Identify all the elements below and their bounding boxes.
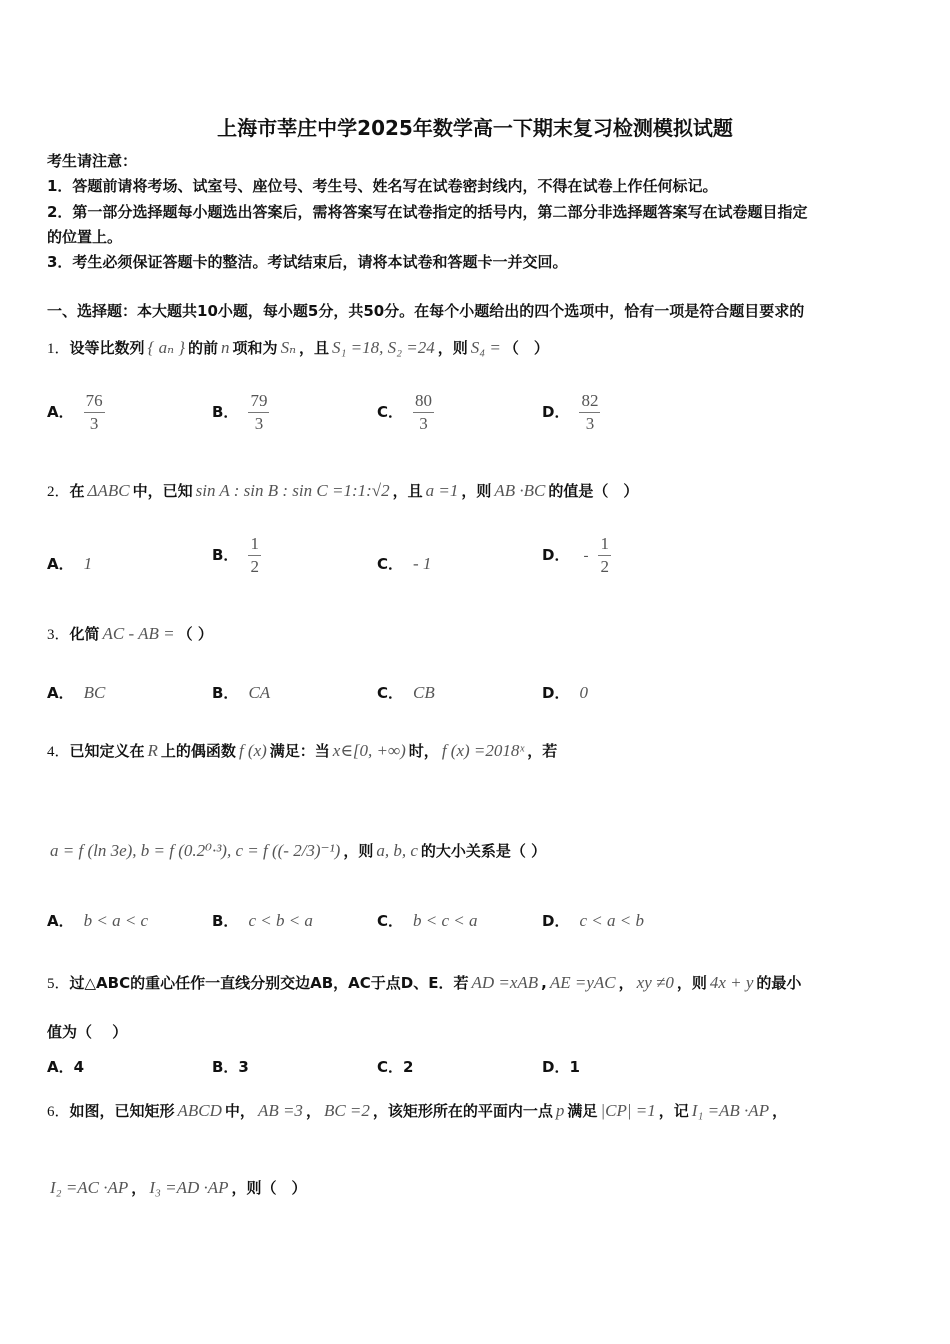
option-C[interactable] [377,553,431,574]
math-expression: ΔABC [87,481,130,500]
fraction-denominator: 3 [419,414,428,433]
question-text: 1． [47,341,70,357]
fraction-denominator: 3 [585,414,595,433]
option-D[interactable] [542,390,600,435]
question-text: ，该矩形所在的平面内一点 [372,1102,553,1120]
option-A[interactable] [47,390,105,435]
option-B[interactable] [212,1056,249,1077]
question-4-line [47,740,557,763]
option-value: 1 [83,554,93,573]
fraction-numerator: 1 [598,533,611,556]
option-label: C． [377,555,404,573]
option-A[interactable] [47,1056,84,1077]
fraction-numerator: 76 [84,390,105,413]
math-expression: I₃ =AD ·AP [149,1178,229,1197]
fraction [248,533,261,578]
option-value: b < a < c [83,911,149,930]
math-expression: I₂ =AC ·AP [50,1178,129,1197]
question-text: ，则 [676,974,707,992]
fraction-denominator: 3 [89,414,99,433]
fraction [84,390,105,435]
question-text: 化简 [69,625,100,643]
question-text: 满足 [567,1102,598,1120]
option-label: C．2 [377,1058,414,1076]
question-text: ，且 [392,482,423,500]
question-text: 中，已知 [132,482,193,500]
option-value: c < b < a [248,911,313,930]
math-expression: f (x) =2018ˣ [441,741,525,760]
question-2-line [47,480,638,503]
option-label: D． [542,684,570,702]
option-B[interactable] [212,910,313,931]
math-expression: a, b, c [376,841,418,860]
option-label: D． [542,403,570,421]
question-text: 中， [224,1102,255,1120]
option-sign: - [583,548,589,564]
option-B[interactable] [212,533,261,578]
fraction-numerator: 82 [579,390,600,413]
option-label: B．3 [212,1058,249,1076]
math-expression: S₁ =18, S₂ =24 [331,338,435,357]
question-text: ，则 [343,842,374,860]
question-text: 在 [69,482,85,500]
notice-item: 1．答题前请将考场、试室号、座位号、考生号、姓名写在试卷密封线内，不得在试卷上作任何标记。 [47,177,718,195]
math-expression: I₁ =AB ·AP [691,1101,770,1120]
question-text: ， [305,1102,321,1120]
question-text: 2． [47,484,70,500]
question-6-line [47,1100,787,1123]
fraction [579,390,600,435]
fraction [598,533,611,578]
option-label: A．4 [47,1058,85,1076]
option-label: B． [212,684,239,702]
option-label: C． [377,684,404,702]
math-expression: a = f (ln 3e), b = f (0.2⁰·³), c = f ((- 2/3)⁻¹) [50,841,341,860]
math-expression: a =1 [425,481,459,500]
option-label: D． [542,912,570,930]
question-5-line [47,972,801,995]
math-expression: ABCD [177,1101,222,1120]
option-label: B． [212,912,239,930]
math-expression: n [221,338,230,357]
fraction [413,390,434,435]
math-expression: AB ·BC [494,481,546,500]
question-text: ，则 [461,482,492,500]
option-value: CA [248,683,271,702]
math-expression: BC =2 [323,1101,370,1120]
math-expression: AD =xAB [471,973,539,992]
option-value: BC [83,683,106,702]
math-expression: 4x + y [709,973,754,992]
question-text: 过△ABC的重心任作一直线分别交边AB，AC于点D、E．若 [69,974,469,992]
question-text: 上的偶函数 [160,742,236,760]
option-label: C． [377,403,404,421]
question-text: 的值是（ ） [548,482,639,500]
math-expression: f (x) [238,741,267,760]
fraction [248,390,269,435]
notice-header: 考生请注意： [47,152,138,170]
option-value: CB [413,683,435,702]
question-text: ，若 [527,742,558,760]
math-expression: sin A : sin B : sin C =1:1:√2 [195,481,390,500]
question-text: ，则 [437,339,468,357]
question-3-line [47,623,213,646]
option-C[interactable] [377,1056,413,1077]
math-expression: p [555,1101,565,1120]
math-expression: Sₙ [280,338,296,357]
option-D[interactable] [542,533,611,578]
question-text: 5． [47,976,70,992]
option-B[interactable] [212,390,269,435]
option-C[interactable] [377,910,478,931]
question-text: 3． [47,627,70,643]
option-value: b < c < a [413,911,478,930]
question-text: 设等比数列 [69,339,145,357]
question-text: 已知定义在 [69,742,145,760]
question-text: ，记 [658,1102,689,1120]
question-text: （ ） [503,339,549,357]
option-label: A． [47,912,74,930]
option-B[interactable] [212,682,270,703]
question-text: ，且 [298,339,329,357]
question-text: 的前 [188,339,219,357]
option-D[interactable] [542,682,588,703]
question-6-line [47,1177,307,1199]
math-expression: { aₙ } [147,338,186,357]
math-expression: AB =3 [257,1101,303,1120]
question-text: 时， [408,742,439,760]
notice-item: 的位置上。 [47,228,123,246]
option-label: C． [377,912,404,930]
fraction-numerator: 80 [413,390,434,413]
option-label: B． [212,403,239,421]
option-A[interactable] [47,682,105,703]
math-expression: R [147,741,158,760]
question-text: ， [131,1179,147,1197]
option-A[interactable] [47,553,92,574]
page-title: 上海市莘庄中学2025年数学高一下期末复习检测模拟试题 [217,116,733,140]
option-D[interactable] [542,910,644,931]
math-expression: AE =yAC [549,973,616,992]
option-label: A． [47,555,74,573]
fraction-denominator: 3 [254,414,264,433]
question-text: ， [618,974,634,992]
question-1-line [47,337,549,360]
math-expression: xy ≠0 [636,973,674,992]
option-A[interactable] [47,910,148,931]
question-text: 满足：当 [269,742,330,760]
option-label: B． [212,546,239,564]
option-C[interactable] [377,390,434,435]
option-value: c < a < b [579,911,644,930]
question-text: 项和为 [232,339,278,357]
option-C[interactable] [377,682,435,703]
option-value: 0 [579,683,588,702]
question-text: ，则（ ） [231,1179,307,1197]
option-label: D．1 [542,1058,580,1076]
option-D[interactable] [542,1056,580,1077]
math-expression: S₄ = [470,338,501,357]
option-value: - 1 [413,554,432,573]
math-expression: x∈[0, +∞) [332,741,406,760]
question-5-line [47,1021,127,1043]
fraction-denominator: 2 [250,557,259,576]
question-text: 的最小 [756,974,802,992]
fraction-numerator: 1 [248,533,261,556]
question-text: （ ） [177,625,213,643]
option-label: A． [47,684,74,702]
question-text: ， [772,1102,788,1120]
notice-item: 3．考生必须保证答题卡的整洁。考试结束后，请将本试卷和答题卡一并交回。 [47,253,568,271]
math-expression: |CP| =1 [600,1101,656,1120]
option-label: A． [47,403,74,421]
question-text: 6． [47,1104,70,1120]
question-text: 如图，已知矩形 [69,1102,175,1120]
fraction-numerator: 79 [248,390,269,413]
fraction-denominator: 2 [600,557,609,576]
question-4-line [47,840,546,862]
option-label: D． [542,546,570,564]
question-text: 的大小关系是（ ） [420,842,547,860]
notice-item: 2．第一部分选择题每小题选出答案后，需将答案写在试卷指定的括号内，第二部分非选择题答案写在试卷题目指定 [47,203,808,221]
section-heading: 一、选择题：本大题共10小题，每小题5分，共50分。在每个小题给出的四个选项中，恰有一项是符合题目要求的 [47,302,805,320]
math-expression: AC - AB = [102,624,175,643]
question-text: , [541,974,547,992]
question-text: 4． [47,744,70,760]
question-text: 值为（ ） [47,1023,128,1041]
